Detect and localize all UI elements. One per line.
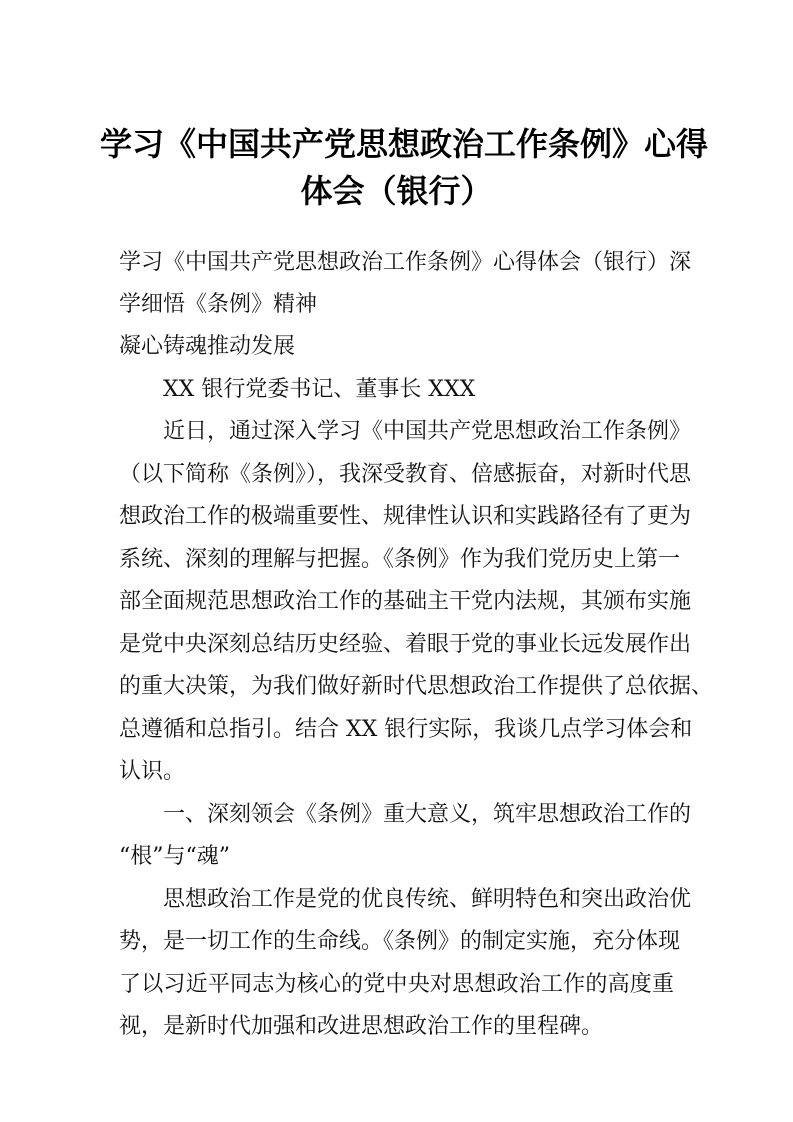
- paragraph-line: 思想政治工作是党的优良传统、鲜明特色和突出政治优: [163, 887, 692, 912]
- author-line: XX 银行党委书记、董事长 XXX: [163, 377, 476, 402]
- section-heading-line: “根”与“魂”: [119, 844, 230, 869]
- section-heading-line: 一、深刻领会《条例》重大意义，筑牢思想政治工作的: [163, 802, 692, 827]
- paragraph-line: 总遵循和总指引。结合 XX 银行实际，我谈几点学习体会和: [119, 717, 693, 742]
- paragraph-line: 认识。: [119, 759, 186, 784]
- paragraph-line: 的重大决策，为我们做好新时代思想政治工作提供了总依据、: [119, 674, 714, 699]
- paragraph-line: （以下简称《条例》），我深受教育、倍感振奋，对新时代思: [119, 462, 692, 487]
- paragraph-line: 部全面规范思想政治工作的基础主干党内法规，其颁布实施: [119, 589, 692, 614]
- paragraph-line: 学习《中国共产党思想政治工作条例》心得体会（银行）深: [119, 250, 692, 275]
- paragraph-line: 视，是新时代加强和改进思想政治工作的里程碑。: [119, 1014, 604, 1039]
- title-line-1: 学习《中国共产党思想政治工作条例》心得: [100, 125, 709, 163]
- paragraph-line: 势，是一切工作的生命线。《条例》的制定实施，充分体现: [119, 929, 681, 954]
- paragraph-line: 学细悟《条例》精神: [119, 292, 318, 317]
- title-line-2: 体会（银行）: [300, 172, 493, 210]
- paragraph-line: 近日，通过深入学习《中国共产党思想政治工作条例》: [163, 419, 692, 444]
- paragraph-line: 系统、深刻的理解与把握。《条例》作为我们党历史上第一: [119, 547, 681, 572]
- paragraph-line: 了以习近平同志为核心的党中央对思想政治工作的高度重: [119, 972, 674, 997]
- paragraph-line: 凝心铸魂推动发展: [119, 334, 296, 359]
- paragraph-line: 是党中央深刻总结历史经验、着眼于党的事业长远发展作出: [119, 632, 692, 657]
- paragraph-line: 想政治工作的极端重要性、规律性认识和实践路径有了更为: [119, 504, 692, 529]
